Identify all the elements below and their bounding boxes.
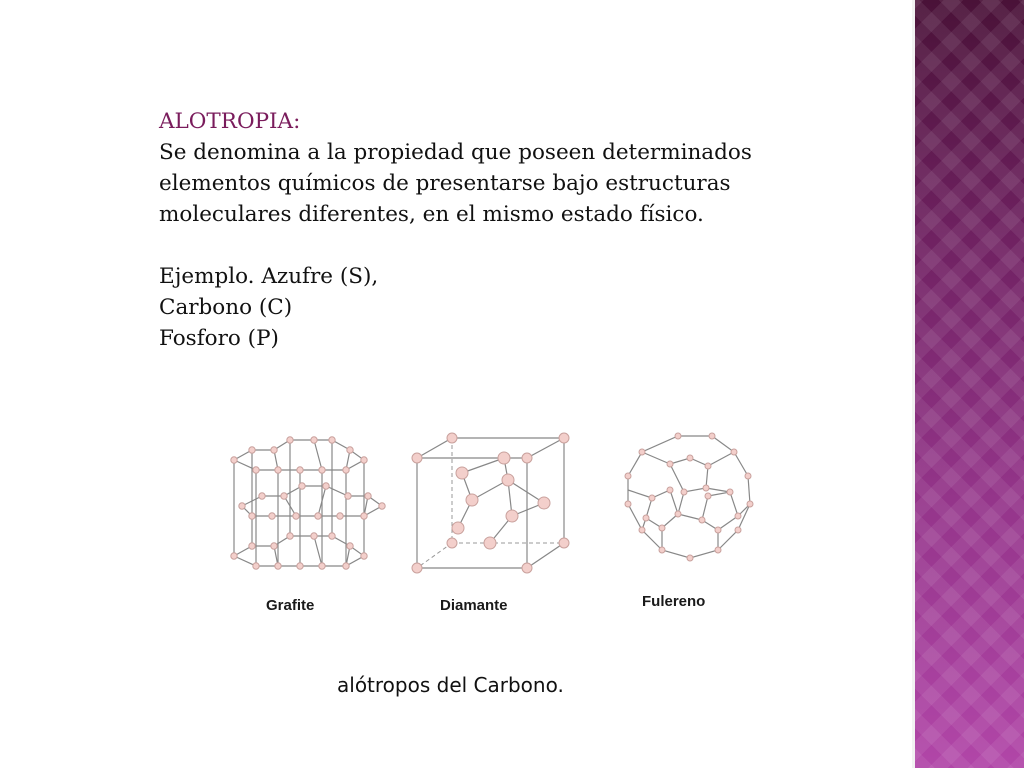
slide-heading: ALOTROPIA:	[159, 109, 301, 134]
diamond-structure-diagram	[412, 433, 569, 573]
diamante-label: Diamante	[440, 597, 508, 614]
spacer	[159, 230, 879, 261]
definition-line: elementos químicos de presentarse bajo estructuras	[159, 171, 731, 196]
graphite-structure-diagram	[231, 437, 385, 569]
definition-line: moleculares diferentes, en el mismo estado físico.	[159, 202, 704, 227]
grafite-label: Grafite	[266, 597, 315, 614]
example-line: Fosforo (P)	[159, 326, 279, 351]
example-line: Carbono (C)	[159, 295, 293, 320]
fulereno-label: Fulereno	[642, 593, 706, 610]
carbon-allotropes-figure	[222, 418, 782, 618]
decorative-side-band	[912, 0, 1024, 768]
slide-text	[159, 106, 879, 354]
definition-line: Se denomina a la propiedad que poseen determinados	[159, 140, 752, 165]
fullerene-structure-diagram	[625, 433, 753, 561]
example-line: Ejemplo. Azufre (S),	[159, 264, 379, 289]
figure-caption: alótropos del Carbono.	[337, 673, 564, 697]
